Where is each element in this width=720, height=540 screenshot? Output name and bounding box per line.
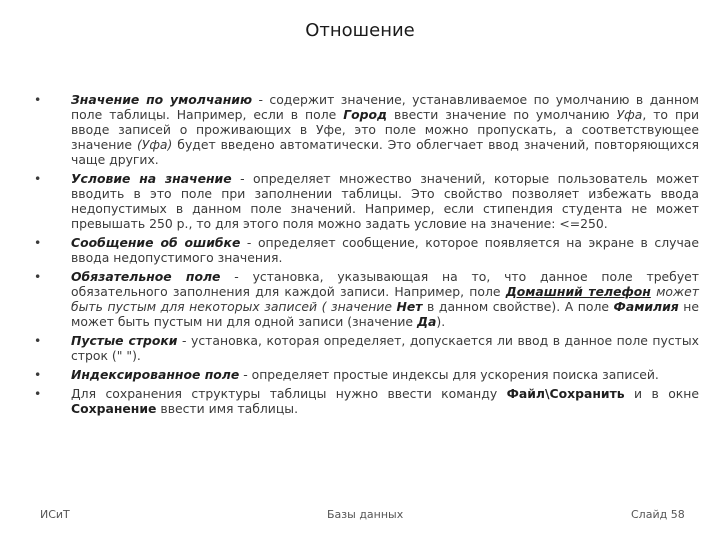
bullet-item-error-message bbox=[71, 235, 699, 265]
bullet-list bbox=[71, 92, 699, 420]
text-segment: ввести значение по умолчанию bbox=[387, 107, 617, 122]
term-empty-strings: Пустые строки bbox=[71, 333, 178, 348]
value-yes: Да bbox=[417, 314, 437, 329]
bullet-item-empty-strings bbox=[71, 333, 699, 363]
term-indexed-field: Индексированное поле bbox=[71, 367, 240, 382]
text-segment: ). bbox=[436, 314, 446, 329]
bullet-item-indexed-field bbox=[71, 367, 699, 382]
text-segment: - определяет множество значений, которые пользователь может вводить в это поле при заполнении таблицы. Это свойство позволяет избежать ввода недопустимых в данном поле значений. Например, если стипендия студента не может превышать 250 р., то для этого поля можно задать условие на значение: <=250. bbox=[71, 171, 699, 231]
footer-center-label: Базы данных bbox=[327, 508, 404, 521]
text-segment: , то при вводе записей о проживающих в Уфе, это поле можно пропускать, а соответствующее значение bbox=[71, 107, 700, 152]
field-name-home-phone: Домашний телефон bbox=[505, 284, 651, 299]
text-segment: Для сохранения структуры таблицы нужно ввести команду bbox=[71, 386, 507, 401]
footer-left-label: ИСиТ bbox=[40, 508, 70, 521]
text-segment: не может быть пустым ни для одной записи (значение bbox=[71, 299, 699, 329]
text-segment: - установка, указывающая на то, что данное поле требует обязательного заполнения для каждой записи. Например, поле bbox=[71, 269, 699, 299]
bullet-item-default-value bbox=[71, 92, 699, 167]
slide-number: Слайд 58 bbox=[631, 508, 685, 521]
field-name-surname: Фамилия bbox=[613, 299, 679, 314]
field-name-city: Город bbox=[343, 107, 388, 122]
term-error-message: Сообщение об ошибке bbox=[71, 235, 241, 250]
text-segment: будет введено автоматически. Это облегчает ввод значений, повторяющихся чаще других. bbox=[71, 137, 699, 167]
slide-title: Отношение bbox=[305, 20, 415, 41]
text-segment: и в окне bbox=[624, 386, 699, 401]
term-required-field: Обязательное поле bbox=[71, 269, 221, 284]
text-segment: - определяет сообщение, которое появляется на экране в случае ввода недопустимого значения. bbox=[71, 235, 699, 265]
command-file-save: Файл\Сохранить bbox=[506, 386, 625, 401]
bullet-item-validation-rule bbox=[71, 171, 699, 231]
value-ufa: Уфа bbox=[616, 107, 643, 122]
text-segment: - содержит значение, устанавливаемое по умолчанию в данном поле таблицы. Например, если в поле bbox=[71, 92, 699, 122]
window-name-save: Сохранение bbox=[71, 401, 157, 416]
text-segment: - установка, которая определяет, допускается ли ввод в данное поле пустых строк (" "). bbox=[71, 333, 699, 363]
bullet-item-save-structure bbox=[71, 386, 699, 416]
term-validation-rule: Условие на значение bbox=[71, 171, 232, 186]
bullet-item-required-field bbox=[71, 269, 699, 329]
text-segment: в данном свойстве). А поле bbox=[422, 299, 614, 314]
value-ufa-parenthesized: (Уфа) bbox=[136, 137, 173, 152]
text-segment: - определяет простые индексы для ускорения поиска записей. bbox=[239, 367, 659, 382]
text-segment: может быть пустым для некоторых записей ( значение bbox=[71, 284, 699, 314]
term-default-value: Значение по умолчанию bbox=[71, 92, 252, 107]
value-no: Нет bbox=[396, 299, 423, 314]
text-segment: ввести имя таблицы. bbox=[156, 401, 299, 416]
